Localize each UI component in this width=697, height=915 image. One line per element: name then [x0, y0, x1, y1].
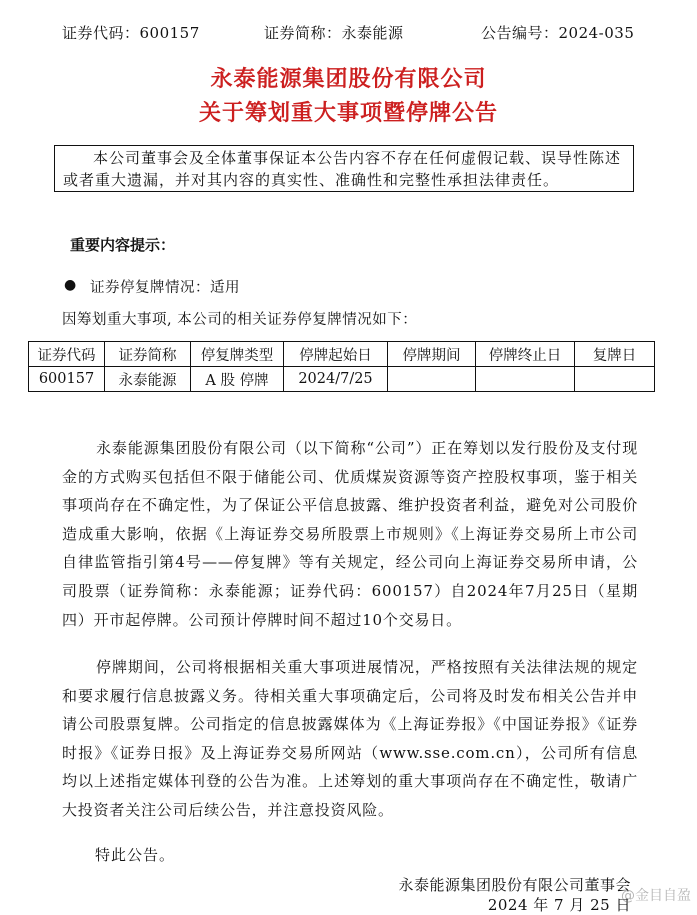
table-cell: 600157: [29, 367, 105, 392]
table-cell: [476, 367, 575, 392]
table-cell: [575, 367, 655, 392]
table-row: [29, 367, 655, 392]
table-header-row: [29, 342, 655, 367]
table-header-cell: 停牌起始日: [284, 342, 388, 367]
table-header-cell: 证券代码: [29, 342, 105, 367]
header-stock-short-name: 证券简称：永泰能源: [264, 24, 404, 42]
suspension-table: [28, 341, 655, 392]
signature-date: 2024 年 7 月 25 日: [487, 896, 631, 914]
table-cell: 2024/7/25: [284, 367, 388, 392]
table-header-cell: 复牌日: [575, 342, 655, 367]
body-paragraph-1: 永泰能源集团股份有限公司（以下简称“公司”）正在筹划以发行股份及支付现金的方式购买包括但不限于储能公司、优质煤炭资源等资产控股权事项，鉴于相关事项尚存在不确定性，为了保证公平信息披露、维护投资者利益，避免对公司股价造成重大影响，依据《上海证券交易所股票上市规则》《上海证券交易所上市公司自律监管指引第4号——停复牌》等有关规定，经公司向上海证券交易所申请，公司股票（证券简称：永泰能源；证券代码：600157）自2024年7月25日（星期四）开市起停牌。公司预计停牌时间不超过10个交易日。: [62, 439, 638, 629]
signature-company: 永泰能源集团股份有限公司董事会: [398, 876, 631, 894]
bullet-icon: ●: [64, 277, 77, 293]
header-stock-code: 证券代码：600157: [62, 24, 200, 42]
header-notice-number: 公告编号：2024-035: [481, 24, 635, 42]
watermark: @金目自盈: [621, 888, 691, 904]
table-intro: 因筹划重大事项, 本公司的相关证券停复牌情况如下：: [62, 312, 418, 328]
closing-text: 特此公告。: [95, 846, 176, 864]
title-line-1: 永泰能源集团股份有限公司: [210, 67, 487, 92]
bullet-text: 证券停复牌情况：适用: [90, 280, 240, 296]
table-header-cell: 停复牌类型: [191, 342, 284, 367]
table-header-cell: 证券简称: [105, 342, 191, 367]
table-cell: 永泰能源: [105, 367, 191, 392]
table-header-cell: 停牌期间: [388, 342, 476, 367]
table-header-cell: 停牌终止日: [476, 342, 575, 367]
body-paragraph-2: 停牌期间，公司将根据相关重大事项进展情况，严格按照有关法律法规的规定和要求履行信息披露义务。待相关重大事项确定后，公司将及时发布相关公告并申请公司股票复牌。公司指定的信息披露媒体为《上海证券报》《中国证券报》《证券时报》《证券日报》及上海证券交易所网站（www.sse.com.cn），公司所有信息均以上述指定媒体刊登的公告为准。上述筹划的重大事项尚存在不确定性，敬请广大投资者关注公司后续公告，并注意投资风险。: [62, 658, 638, 819]
section-heading: 重要内容提示：: [70, 236, 176, 254]
table-cell: [388, 367, 476, 392]
table-cell: A 股 停牌: [191, 367, 284, 392]
title-line-2: 关于筹划重大事项暨停牌公告: [198, 101, 498, 126]
statement-box: 本公司董事会及全体董事保证本公告内容不存在任何虚假记载、误导性陈述或者重大遗漏，并对其内容的真实性、准确性和完整性承担法律责任。: [54, 145, 634, 192]
